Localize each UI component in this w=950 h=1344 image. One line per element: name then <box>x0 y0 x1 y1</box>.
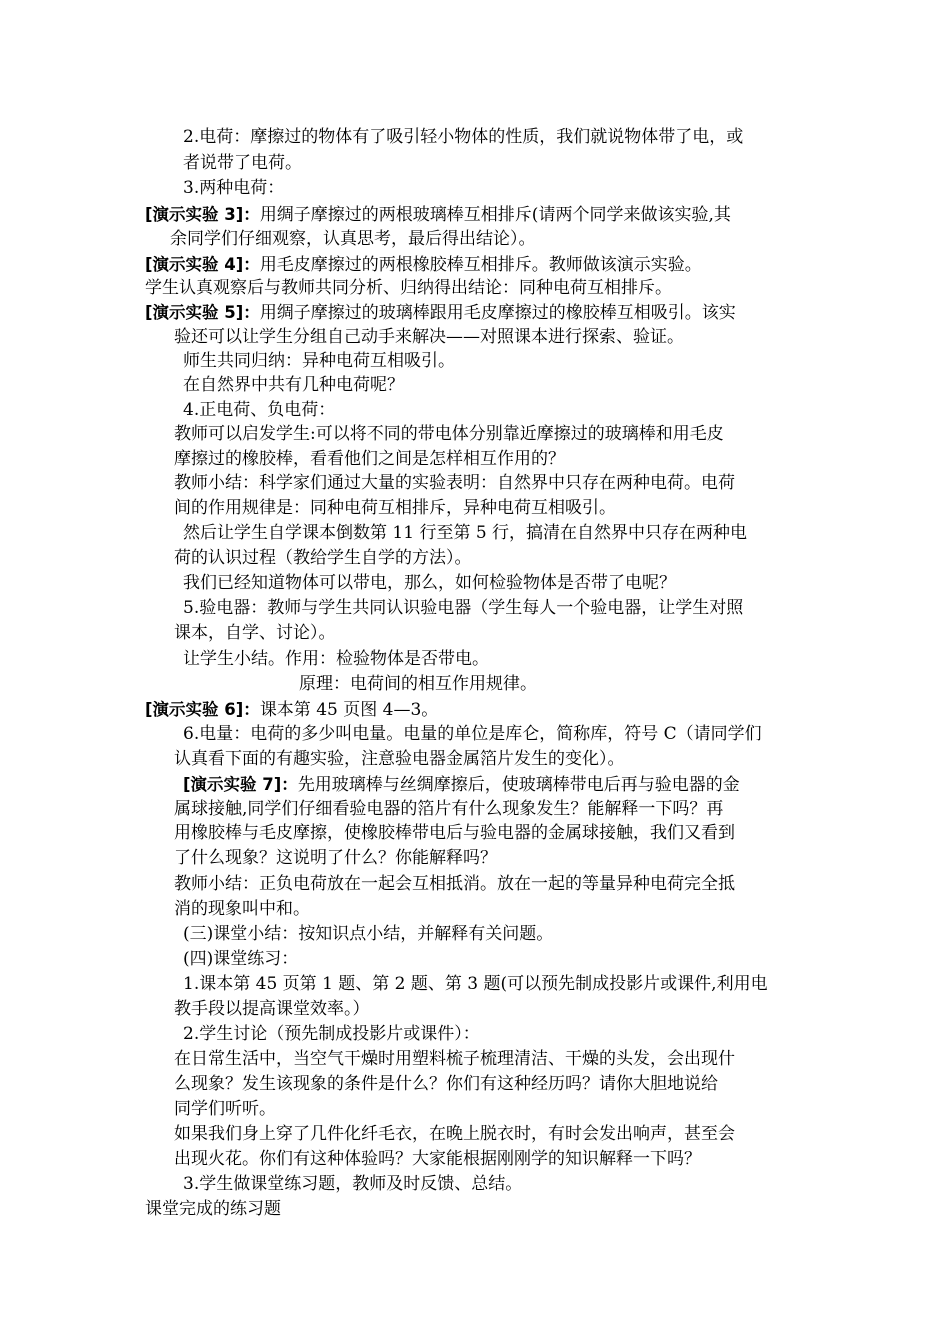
paragraph-line: 让学生小结。作用：检验物体是否带电。 <box>183 649 489 669</box>
paragraph-line: 我们已经知道物体可以带电，那么，如何检验物体是否带了电呢？ <box>183 573 676 593</box>
experiment-text: 课本第 45 页图 4—3。 <box>259 700 439 720</box>
paragraph-line: 学生认真观察后与教师共同分析、归纳得出结论：同种电荷互相排斥。 <box>145 278 672 298</box>
paragraph-line: 师生共同归纳：异种电荷互相吸引。 <box>183 351 455 371</box>
paragraph-line: 课堂完成的练习题 <box>145 1199 281 1219</box>
paragraph-line: 出现火花。你们有这种体验吗？大家能根据刚刚学的知识解释一下吗？ <box>174 1149 701 1169</box>
experiment-tag: [演示实验 3]： <box>145 205 260 224</box>
paragraph-line: (三)课堂小结：按知识点小结，并解释有关问题。 <box>183 924 554 944</box>
paragraph-line: 在日常生活中，当空气干燥时用塑料梳子梳理清洁、干燥的头发，会出现什 <box>174 1049 735 1069</box>
experiment-text: 用绸子摩擦过的两根玻璃棒互相排斥(请两个同学来做该实验,其 <box>259 205 731 225</box>
paragraph-line: 6.电量：电荷的多少叫电量。电量的单位是库仑，简称库，符号 C（请同学们 <box>183 724 762 744</box>
paragraph-line: 消的现象叫中和。 <box>174 899 310 919</box>
paragraph-line: 2.电荷：摩擦过的物体有了吸引轻小物体的性质，我们就说物体带了电，或 <box>183 127 744 147</box>
experiment-text: 先用玻璃棒与丝绸摩擦后，使玻璃棒带电后再与验电器的金 <box>297 775 740 795</box>
paragraph-line: 3.学生做课堂练习题，教师及时反馈、总结。 <box>183 1174 523 1194</box>
paragraph-line: 在自然界中共有几种电荷呢？ <box>183 375 404 395</box>
paragraph-line: 4.正电荷、负电荷： <box>183 400 336 420</box>
experiment-6-line <box>145 698 438 723</box>
paragraph-line: 然后让学生自学课本倒数第 11 行至第 5 行，搞清在自然界中只存在两种电 <box>183 523 748 543</box>
paragraph-line: 教师可以启发学生:可以将不同的带电体分别靠近摩擦过的玻璃棒和用毛皮 <box>174 424 724 444</box>
experiment-tag: [演示实验 5]： <box>145 303 260 322</box>
paragraph-line: 5.验电器：教师与学生共同认识验电器（学生每人一个验电器，让学生对照 <box>183 598 744 618</box>
paragraph-line: 了什么现象？这说明了什么？你能解释吗？ <box>174 848 497 868</box>
paragraph-line: 摩擦过的橡胶棒，看看他们之间是怎样相互作用的？ <box>174 449 565 469</box>
paragraph-line: 同学们听听。 <box>174 1099 276 1119</box>
experiment-tag: [演示实验 4]： <box>145 255 260 274</box>
paragraph-line: 教手段以提高课堂效率。） <box>174 999 370 1019</box>
paragraph-line: 原理：电荷间的相互作用规律。 <box>299 674 537 694</box>
paragraph-line: 余同学们仔细观察，认真思考，最后得出结论）。 <box>170 229 536 249</box>
experiment-tag: [演示实验 6]： <box>145 700 260 719</box>
experiment-4-line <box>145 253 702 278</box>
paragraph-line: 用橡胶棒与毛皮摩擦，使橡胶棒带电后与验电器的金属球接触，我们又看到 <box>174 823 735 843</box>
experiment-text: 用绸子摩擦过的玻璃棒跟用毛皮摩擦过的橡胶棒互相吸引。该实 <box>259 303 736 323</box>
paragraph-line: 荷的认识过程（教给学生自学的方法）。 <box>174 548 472 568</box>
paragraph-line: 2.学生讨论（预先制成投影片或课件）： <box>183 1024 480 1044</box>
experiment-3-line <box>145 203 731 228</box>
paragraph-line: 如果我们身上穿了几件化纤毛衣，在晚上脱衣时，有时会发出响声，甚至会 <box>174 1124 735 1144</box>
paragraph-line: (四)课堂练习： <box>183 949 299 969</box>
paragraph-line: 教师小结：正负电荷放在一起会互相抵消。放在一起的等量异种电荷完全抵 <box>174 874 735 894</box>
paragraph-line: 间的作用规律是：同种电荷互相排斥，异种电荷互相吸引。 <box>174 498 616 518</box>
paragraph-line: 属球接触,同学们仔细看验电器的箔片有什么现象发生？能解释一下吗？再 <box>174 799 724 819</box>
paragraph-line: 认真看下面的有趣实验，注意验电器金属箔片发生的变化）。 <box>174 749 625 769</box>
paragraph-line: 课本，自学、讨论）。 <box>174 623 336 643</box>
paragraph-line: 验还可以让学生分组自己动手来解决——对照课本进行探索、验证。 <box>174 327 684 347</box>
paragraph-line: 教师小结：科学家们通过大量的实验表明：自然界中只存在两种电荷。电荷 <box>174 473 735 493</box>
experiment-5-line <box>145 301 736 326</box>
experiment-text: 用毛皮摩擦过的两根橡胶棒互相排斥。教师做该演示实验。 <box>259 255 702 275</box>
experiment-7-line <box>183 773 740 798</box>
paragraph-line: 1.课本第 45 页第 1 题、第 2 题、第 3 题(可以预先制成投影片或课件,利用电 <box>183 974 768 994</box>
paragraph-line: 者说带了电荷。 <box>183 153 302 173</box>
paragraph-line: 么现象？发生该现象的条件是什么？你们有这种经历吗？请你大胆地说给 <box>174 1074 718 1094</box>
experiment-tag: [演示实验 7]： <box>183 775 298 794</box>
paragraph-line: 3.两种电荷： <box>183 178 285 198</box>
